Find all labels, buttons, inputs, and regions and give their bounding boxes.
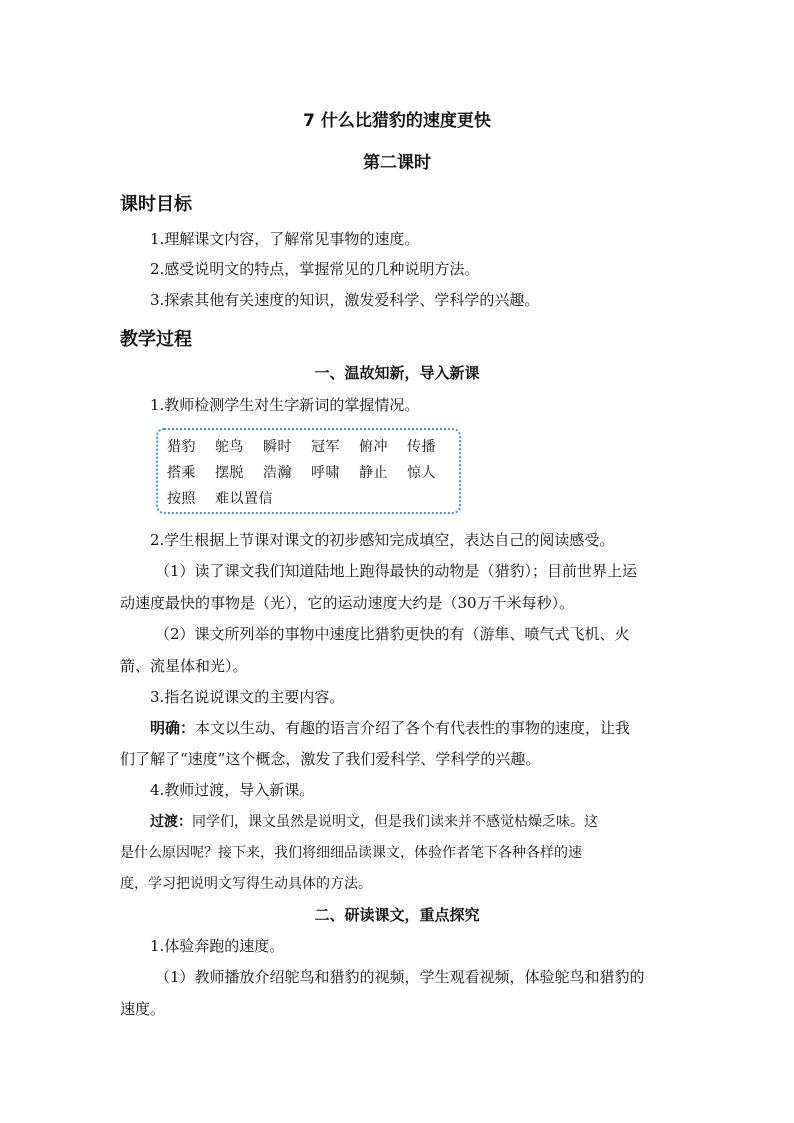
part1-step3: 3.指名说说课文的主要内容。 xyxy=(150,688,345,706)
lesson-title: 7 什么比猎豹的速度更快 xyxy=(303,111,491,131)
vocabulary-word: 摆脱 xyxy=(215,465,244,481)
transition-line3: 度，学习把说明文写得生动具体的方法。 xyxy=(120,876,372,892)
vocabulary-word: 惊人 xyxy=(407,465,436,481)
vocabulary-row-1 xyxy=(167,436,455,456)
question1-line1: （1）读了课文我们知道陆地上跑得最快的动物是（猎豹）；目前世界上运 xyxy=(155,562,638,580)
clarify-label: 明确： xyxy=(150,719,196,737)
lesson-subtitle: 第二课时 xyxy=(363,153,431,173)
transition-line1 xyxy=(150,811,680,831)
goals-heading: 课时目标 xyxy=(120,194,192,215)
transition-line2: 是什么原因呢？接下来，我们将细细品读课文，体验作者笔下各种各样的速 xyxy=(120,845,582,861)
question1-line2: 动速度最快的事物是（光），它的运动速度大约是（30万千米每秒）。 xyxy=(120,594,575,612)
part2-step1: 1.体验奔跑的速度。 xyxy=(150,937,285,955)
part2-sub1-line1: （1）教师播放介绍鸵鸟和猎豹的视频，学生观看视频，体验鸵鸟和猎豹的 xyxy=(155,968,645,986)
part1-heading: 一、温故知新，导入新课 xyxy=(314,364,480,382)
question2-line1: （2）课文所列举的事物中速度比猎豹更快的有（游隼、喷气式飞机、火 xyxy=(155,625,630,643)
part1-step2: 2.学生根据上节课对课文的初步感知完成填空，表达自己的阅读感受。 xyxy=(150,531,615,549)
part1-step1: 1.教师检测学生对生字新词的掌握情况。 xyxy=(150,396,420,414)
vocabulary-word: 瞬时 xyxy=(263,439,292,455)
vocabulary-word: 冠军 xyxy=(311,439,340,455)
process-heading: 教学过程 xyxy=(120,329,192,350)
transition-label: 过渡： xyxy=(150,814,192,830)
vocabulary-word: 猎豹 xyxy=(167,439,196,455)
part2-heading: 二、研读课文，重点探究 xyxy=(314,906,480,924)
vocabulary-word: 难以置信 xyxy=(215,491,273,507)
vocabulary-word: 按照 xyxy=(167,491,196,507)
part1-step4: 4.教师过渡，导入新课。 xyxy=(150,781,315,799)
goal-item-2: 2.感受说明文的特点，掌握常见的几种说明方法。 xyxy=(150,260,480,278)
part2-sub1-line2: 速度。 xyxy=(120,1000,166,1018)
goal-item-1: 1.理解课文内容，了解常见事物的速度。 xyxy=(150,230,420,248)
vocabulary-word: 静止 xyxy=(359,465,388,481)
question2-line2: 箭、流星体和光）。 xyxy=(120,657,248,675)
vocabulary-word: 浩瀚 xyxy=(263,465,292,481)
vocabulary-word: 呼啸 xyxy=(311,465,340,481)
goal-item-3: 3.探索其他有关速度的知识，激发爱科学、学科学的兴趣。 xyxy=(150,291,540,309)
clarify-line2: 们了解了“速度”这个概念，激发了我们爱科学、学科学的兴趣。 xyxy=(120,750,541,768)
vocabulary-row-2 xyxy=(167,462,455,482)
clarify-text: 本文以生动、有趣的语言介绍了各个有代表性的事物的速度，让我 xyxy=(195,719,631,737)
vocabulary-word: 俯冲 xyxy=(359,439,388,455)
vocabulary-word: 搭乘 xyxy=(167,465,196,481)
vocabulary-word: 鸵鸟 xyxy=(215,439,244,455)
vocabulary-row-3 xyxy=(167,488,292,508)
transition-text: 同学们，课文虽然是说明文，但是我们读来并不感觉枯燥乏味。这 xyxy=(192,814,598,830)
vocabulary-word: 传播 xyxy=(407,439,436,455)
clarify-line1 xyxy=(150,717,680,738)
